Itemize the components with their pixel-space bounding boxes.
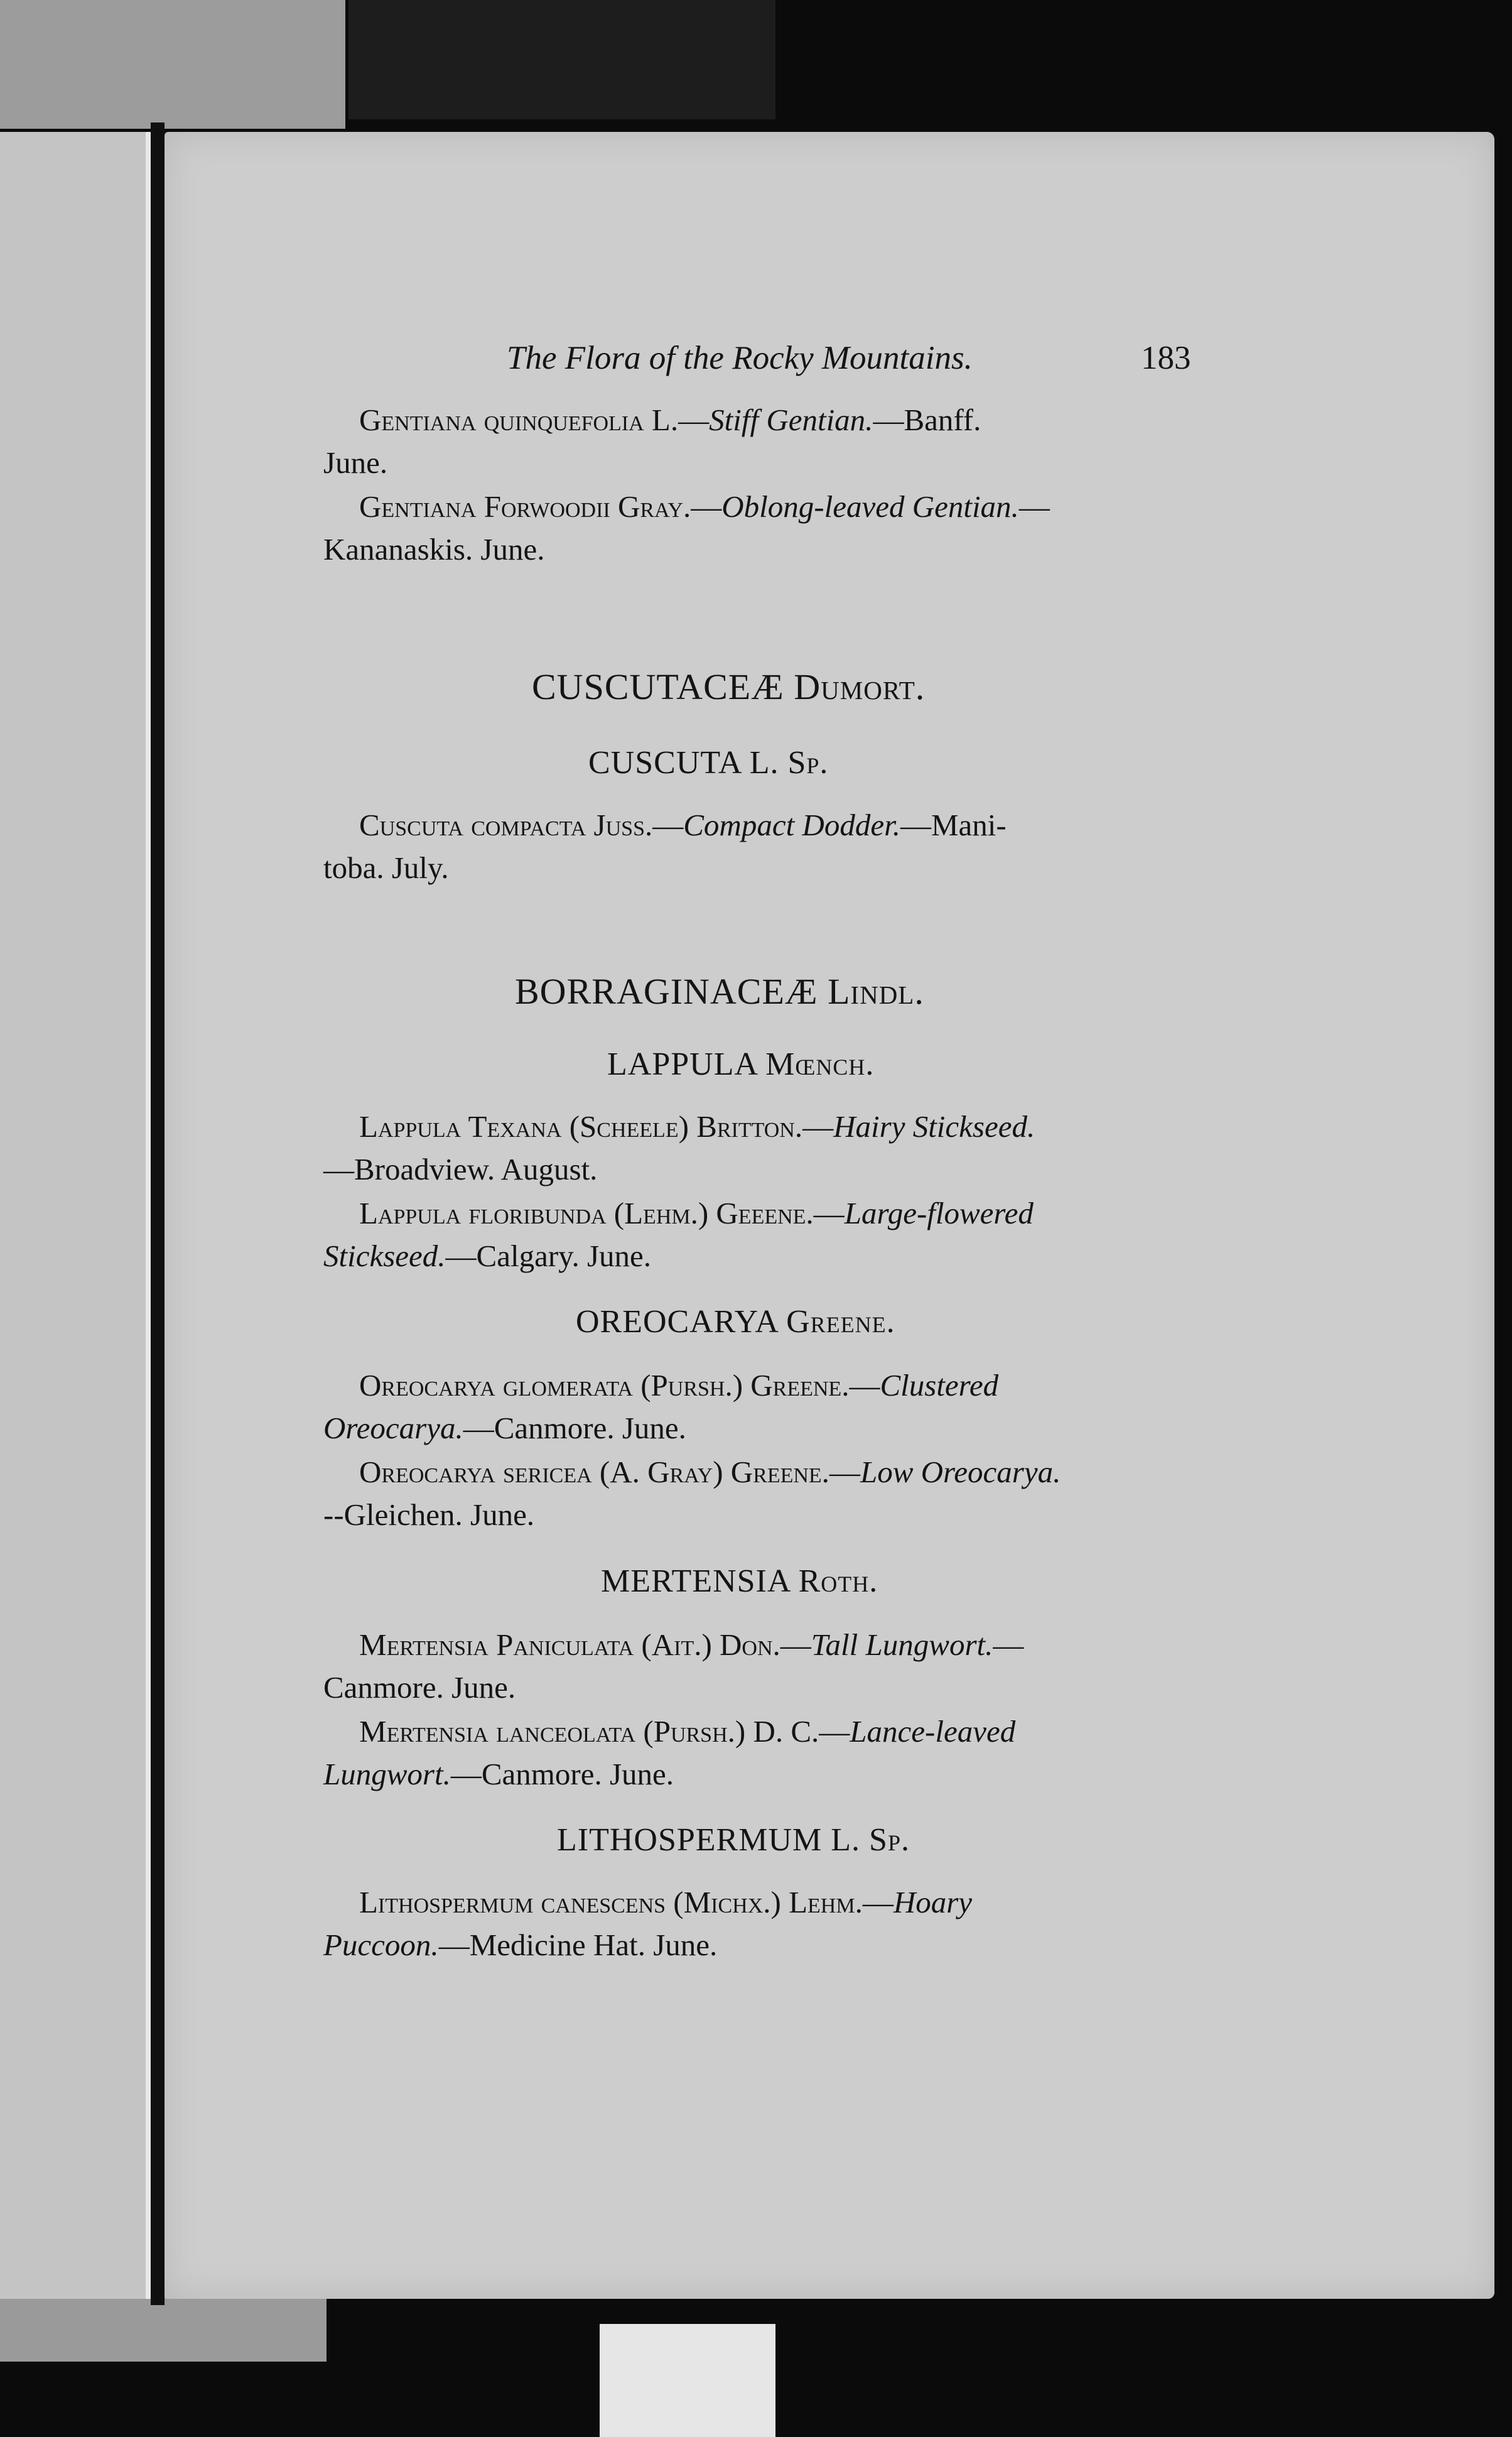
entry-lithospermum-canescens-cont: Puccoon.—Medicine Hat. June.: [323, 1928, 718, 1962]
background-book-cover: [0, 0, 345, 129]
background-dark-area: [348, 0, 775, 119]
entry-oreocarya-glomerata-cont: Oreocarya.—Canmore. June.: [323, 1411, 686, 1445]
genus-heading-cuscuta: CUSCUTA L. Sp.: [588, 745, 829, 781]
entry-cuscuta-compacta-cont: toba. July.: [323, 850, 449, 885]
entry-oreocarya-glomerata: Oreocarya glomerata (Pursh.) Greene.—Clustered: [359, 1368, 999, 1403]
genus-heading-lithospermum: LITHOSPERMUM L. Sp.: [557, 1822, 910, 1858]
genus-heading-lappula: LAPPULA Mœnch.: [607, 1046, 875, 1082]
genus-heading-mertensia: MERTENSIA Roth.: [601, 1563, 878, 1599]
entry-mertensia-paniculata: Mertensia Paniculata (Ait.) Don.—Tall Lungwort.—: [359, 1627, 1024, 1662]
entry-mertensia-lanceolata: Mertensia lanceolata (Pursh.) D. C.—Lance-leaved: [359, 1714, 1016, 1749]
entry-oreocarya-sericea-cont: --Gleichen. June.: [323, 1497, 535, 1532]
entry-lappula-texana: Lappula Texana (Scheele) Britton.—Hairy Stickseed.: [359, 1109, 1035, 1144]
family-heading-borraginaceae: BORRAGINACEÆ Lindl.: [515, 971, 924, 1012]
book-page: [165, 132, 1494, 2299]
entry-gentiana-forwoodii: Gentiana Forwoodii Gray.—Oblong-leaved Gentian.—: [359, 489, 1050, 524]
genus-heading-oreocarya: OREOCARYA Greene.: [576, 1304, 895, 1340]
background-paper-scrap: [600, 2324, 775, 2437]
entry-lappula-texana-cont: —Broadview. August.: [323, 1152, 598, 1186]
entry-gentiana-quinquefolia-cont: June.: [323, 445, 388, 480]
entry-oreocarya-sericea: Oreocarya sericea (A. Gray) Greene.—Low Oreocarya.: [359, 1455, 1061, 1489]
entry-lithospermum-canescens: Lithospermum canescens (Michx.) Lehm.—Hoary: [359, 1885, 973, 1919]
family-heading-cuscutaceae: CUSCUTACEÆ Dumort.: [532, 666, 926, 707]
entry-mertensia-paniculata-cont: Canmore. June.: [323, 1670, 516, 1705]
entry-gentiana-quinquefolia: Gentiana quinquefolia L.—Stiff Gentian.—Banff.: [359, 403, 981, 437]
entry-lappula-floribunda: Lappula floribunda (Lehm.) Geeene.—Large-flowered: [359, 1196, 1034, 1230]
entry-cuscuta-compacta: Cuscuta compacta Juss.—Compact Dodder.—Mani-: [359, 808, 1007, 842]
entry-mertensia-lanceolata-cont: Lungwort.—Canmore. June.: [323, 1757, 674, 1791]
page-number: 183: [1141, 340, 1191, 376]
entry-gentiana-forwoodii-cont: Kananaskis. June.: [323, 532, 545, 567]
book-spine: [151, 122, 165, 2305]
left-page-edge: [0, 132, 151, 2299]
running-header: The Flora of the Rocky Mountains.: [507, 340, 973, 376]
entry-lappula-floribunda-cont: Stickseed.—Calgary. June.: [323, 1239, 652, 1273]
